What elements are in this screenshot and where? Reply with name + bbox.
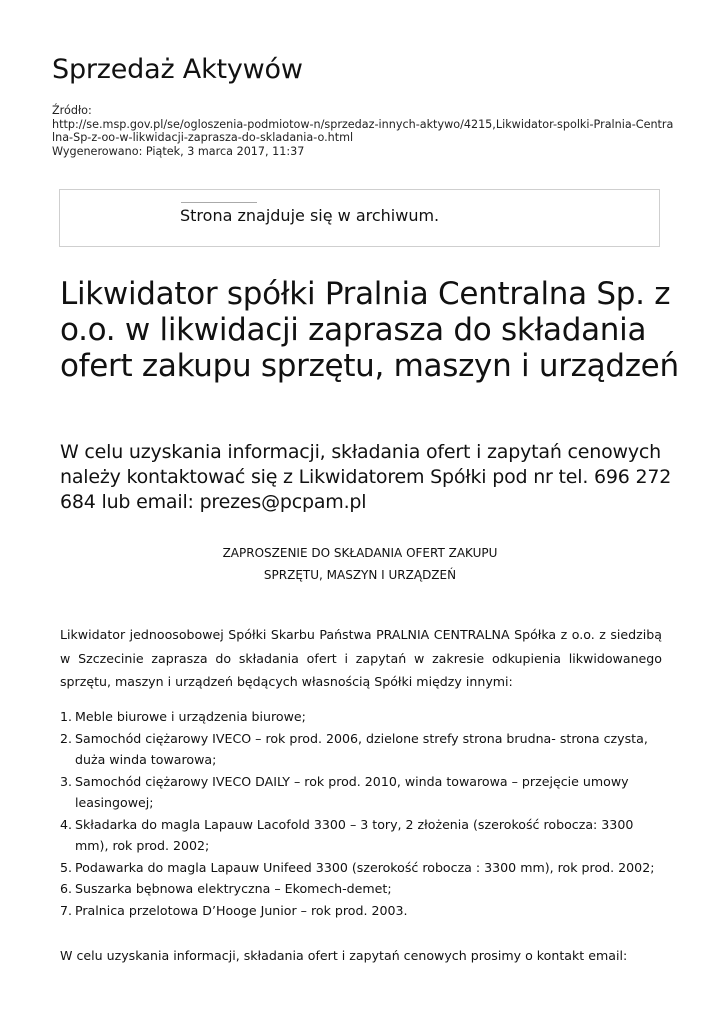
list-item-number: 3.	[60, 773, 73, 789]
list-item-text: Podawarka do magla Lapauw Unifeed 3300 (szerokość robocza : 3300 mm), rok prod. 2002;	[75, 859, 655, 875]
source-label: Źródło:	[52, 104, 92, 117]
asset-list	[60, 706, 662, 921]
intro-paragraph: Likwidator jednoosobowej Spółki Skarbu Państwa PRALNIA CENTRALNA Spółka z o.o. z siedzibą w Szczecinie zaprasza do składania ofert i zapytań w zakresie odkupienia likwidowanego sprzętu, maszyn i urządzeń będących własnością Spółki między innymi:	[60, 627, 662, 689]
article-title: Likwidator spółki Pralnia Centralna Sp. z o.o. w likwidacji zaprasza do składania ofert zakupu sprzętu, maszyn i urządzeń	[60, 276, 679, 384]
list-item-number: 5.	[60, 859, 73, 875]
list-item-number: 6.	[60, 881, 73, 896]
list-item	[60, 814, 662, 857]
invitation-line-2: SPRZĘTU, MASZYN I URZĄDZEŃ	[263, 568, 457, 582]
source-meta	[52, 104, 674, 158]
list-item	[60, 706, 662, 728]
invitation-heading	[60, 542, 660, 586]
list-item-text: Meble biurowe i urządzenia biurowe;	[75, 709, 306, 724]
list-item-number: 2.	[60, 730, 73, 746]
article-lead: W celu uzyskania informacji, składania ofert i zapytań cenowych należy kontaktować się z Likwidatorem Spółki pod nr tel. 696 272 684 lub email: prezes@pcpam.pl	[60, 441, 672, 513]
list-item-number: 1.	[60, 709, 73, 724]
archive-notice-text: Strona znajduje się w archiwum.	[180, 206, 440, 225]
list-item-text: Suszarka bębnowa elektryczna – Ekomech-demet;	[75, 881, 392, 896]
list-item	[60, 857, 662, 879]
generated-timestamp: Wygenerowano: Piątek, 3 marca 2017, 11:37	[52, 144, 305, 158]
site-title: Sprzedaż Aktywów	[52, 54, 303, 85]
list-item-text: Samochód ciężarowy IVECO – rok prod. 2006, dzielone strefy strona brudna- strona czysta, duża winda towarowa;	[75, 730, 648, 767]
list-item-number: 4.	[60, 816, 73, 832]
list-item-text: Samochód ciężarowy IVECO DAILY – rok prod. 2010, winda towarowa – przejęcie umowy leasingowej;	[75, 773, 629, 810]
list-item-text: Pralnica przelotowa D’Hooge Junior – rok prod. 2003.	[75, 902, 408, 918]
list-item	[60, 900, 662, 922]
list-item-text: Składarka do magla Lapauw Lacofold 3300 – 3 tory, 2 złożenia (szerokość robocza: 3300 mm), rok prod. 2002;	[75, 816, 634, 853]
list-item	[60, 728, 662, 771]
list-item	[60, 878, 662, 900]
list-item	[60, 771, 662, 814]
invitation-line-1: ZAPROSZENIE DO SKŁADANIA OFERT ZAKUPU	[222, 546, 498, 560]
archive-rule	[181, 202, 257, 203]
closing-paragraph: W celu uzyskania informacji, składania ofert i zapytań cenowych prosimy o kontakt email:	[60, 948, 628, 963]
archive-notice-box	[59, 189, 660, 247]
source-url: http://se.msp.gov.pl/se/ogloszenia-podmiotow-n/sprzedaz-innych-aktywo/4215,Likwidator-spolki-Pralnia-Centralna-Sp-z-oo-w-likwidacji-zaprasza-do-skladania-o.html	[52, 117, 674, 144]
list-item-number: 7.	[60, 902, 73, 918]
